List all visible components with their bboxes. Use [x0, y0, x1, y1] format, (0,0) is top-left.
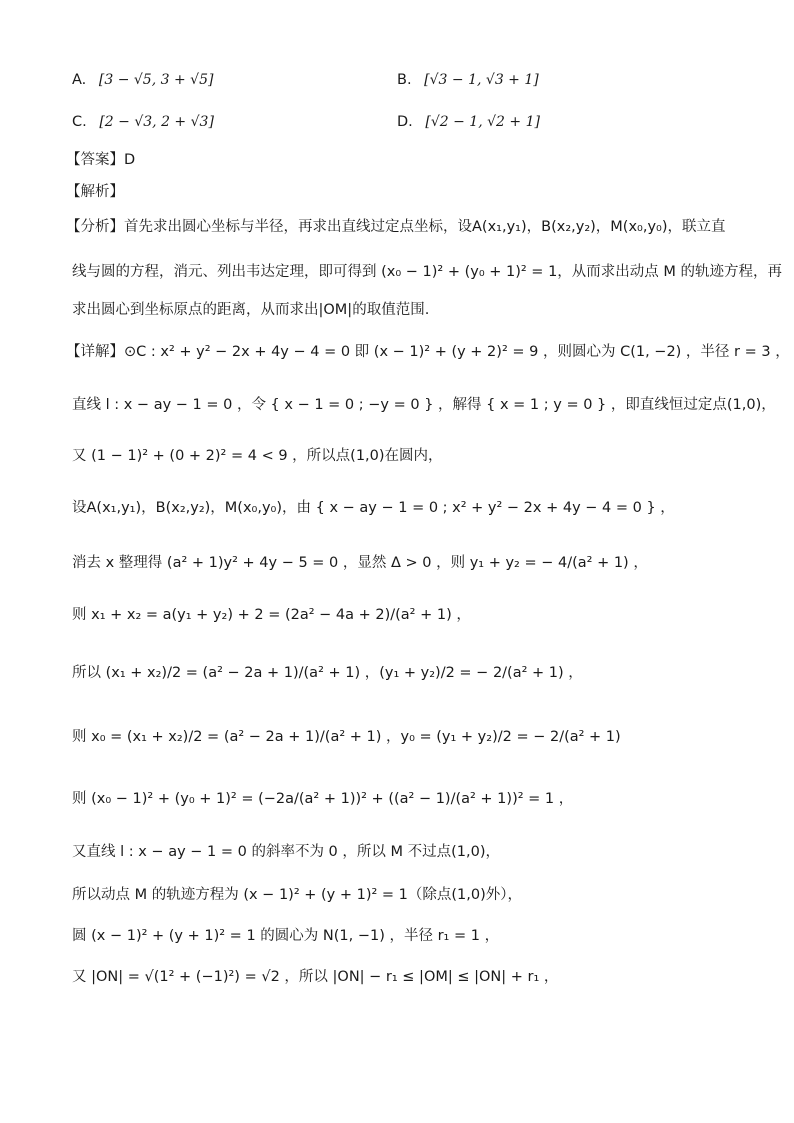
- detail-line-12: 圆 (x − 1)² + (y + 1)² = 1 的圆心为 N(1, −1) ，半径 r₁ = 1 ，: [72, 928, 500, 944]
- option-c: [72, 112, 214, 132]
- answer-tag: 【答案】: [66, 152, 124, 168]
- option-c-expr: [2 − √3, 2 + √3]: [99, 114, 214, 130]
- option-a: [72, 70, 213, 90]
- detail-line-8: 则 x₀ = (x₁ + x₂)/2 = (a² − 2a + 1)/(a² + 1) ，y₀ = (y₁ + y₂)/2 = − 2/(a² + 1): [72, 729, 621, 745]
- answer-line: [66, 150, 135, 170]
- detail-line-13: 又 |ON| = √(1² + (−1)²) = √2 ，所以 |ON| − r₁ ≤ |OM| ≤ |ON| + r₁ ，: [72, 969, 559, 985]
- detail-line-5: 消去 x 整理得 (a² + 1)y² + 4y − 5 = 0 ，显然 Δ > 0 ，则 y₁ + y₂ = − 4/(a² + 1) ，: [72, 555, 648, 571]
- analysis-heading: 【解析】: [66, 184, 124, 200]
- detail-line-7: 所以 (x₁ + x₂)/2 = (a² − 2a + 1)/(a² + 1) ，(y₁ + y₂)/2 = − 2/(a² + 1) ，: [72, 665, 583, 681]
- option-a-expr: [3 − √5, 3 + √5]: [98, 72, 214, 88]
- option-d: [397, 112, 540, 132]
- option-a-letter: A.: [72, 72, 87, 88]
- option-b-letter: B.: [397, 72, 412, 88]
- detail-line-10: 又直线 l : x − ay − 1 = 0 的斜率不为 0 ，所以 M 不过点(1,0)，: [72, 844, 500, 860]
- detail-line-9: 则 (x₀ − 1)² + (y₀ + 1)² = (−2a/(a² + 1))² + ((a² − 1)/(a² + 1))² = 1 ，: [72, 791, 574, 807]
- detail-line-6: 则 x₁ + x₂ = a(y₁ + y₂) + 2 = (2a² − 4a + 2)/(a² + 1) ，: [72, 607, 471, 623]
- analysis-line-3: 求出圆心到坐标原点的距离，从而求出|OM|的取值范围.: [72, 302, 430, 318]
- option-c-letter: C.: [72, 114, 87, 130]
- detail-line-11: 所以动点 M 的轨迹方程为 (x − 1)² + (y + 1)² = 1（除点(1,0)外），: [72, 887, 523, 903]
- detail-line-1: 【详解】⊙C : x² + y² − 2x + 4y − 4 = 0 即 (x − 1)² + (y + 2)² = 9 ，则圆心为 C(1, −2) ，半径 r = 3 ，: [66, 344, 790, 360]
- detail-line-2: 直线 l : x − ay − 1 = 0 ，令 { x − 1 = 0 ; −y = 0 } ，解得 { x = 1 ; y = 0 } ，即直线恒过定点(1,0)，: [72, 397, 776, 413]
- analysis-line-1: 【分析】首先求出圆心坐标与半径，再求出直线过定点坐标，设A(x₁,y₁)，B(x₂,y₂)，M(x₀,y₀)，联立直: [66, 219, 726, 235]
- analysis-line-2: 线与圆的方程，消元、列出韦达定理，即可得到 (x₀ − 1)² + (y₀ + 1)² = 1，从而求出动点 M 的轨迹方程，再: [72, 264, 783, 280]
- option-b-expr: [√3 − 1, √3 + 1]: [424, 72, 539, 88]
- option-b: [397, 70, 539, 90]
- detail-line-3: 又 (1 − 1)² + (0 + 2)² = 4 < 9 ，所以点(1,0)在圆内，: [72, 448, 443, 464]
- detail-line-4: 设A(x₁,y₁)，B(x₂,y₂)，M(x₀,y₀)，由 { x − ay − 1 = 0 ; x² + y² − 2x + 4y − 4 = 0 } ，: [72, 500, 675, 516]
- option-d-expr: [√2 − 1, √2 + 1]: [425, 114, 540, 130]
- answer-value: D: [124, 152, 136, 168]
- option-d-letter: D.: [397, 114, 413, 130]
